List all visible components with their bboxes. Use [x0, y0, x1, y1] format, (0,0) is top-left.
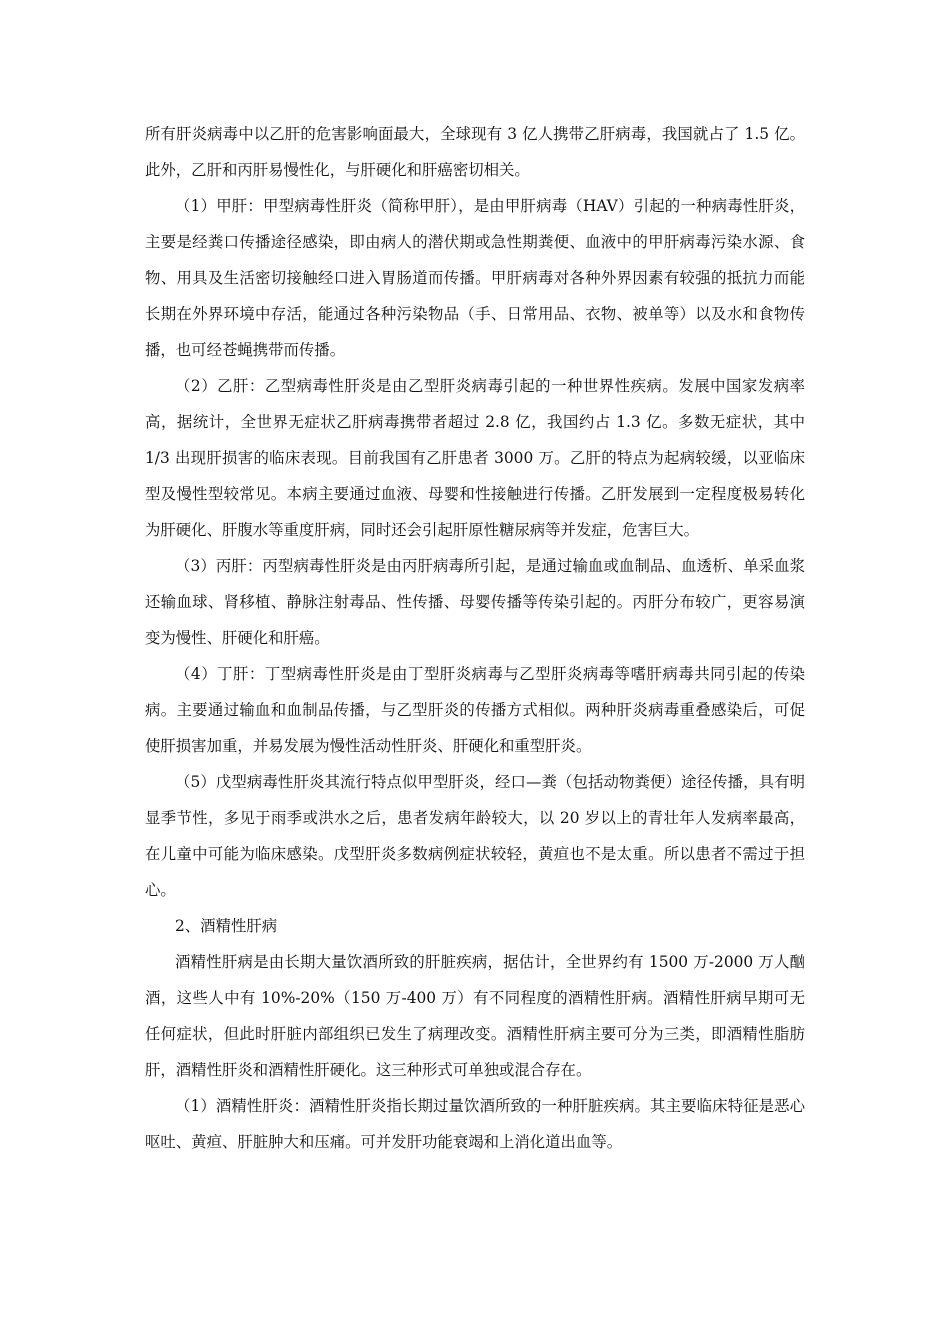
- paragraph-hepatitis-b: （2）乙肝：乙型病毒性肝炎是由乙型肝炎病毒引起的一种世界性疾病。发展中国家发病率高，据统计，全世界无症状乙肝病毒携带者超过 2.8 亿，我国约占 1.3 亿。多数无症状，其中 1/3 出现肝损害的临床表现。目前我国有乙肝患者 3000 万。乙肝的特点为起病较缓，以亚临床型及慢性型较常见。本病主要通过血液、母婴和性接触进行传播。乙肝发展到一定程度极易转化为肝硬化、肝腹水等重度肝病，同时还会引起肝原性糖尿病等并发症，危害巨大。: [145, 377, 805, 539]
- section-heading-alcoholic-liver-disease: 2、酒精性肝病: [175, 917, 278, 935]
- paragraph: 所有肝炎病毒中以乙肝的危害影响面最大，全球现有 3 亿人携带乙肝病毒，我国就占了 1.5 亿。此外，乙肝和丙肝易慢性化，与肝硬化和肝癌密切相关。: [145, 125, 805, 179]
- paragraph-hepatitis-e: （5）戊型病毒性肝炎其流行特点似甲型肝炎，经口—粪（包括动物粪便）途径传播，具有明显季节性，多见于雨季或洪水之后，患者发病年龄较大，以 20 岁以上的青壮年人发病率最高，在儿童中可能为临床感染。戊型肝炎多数病例症状较轻，黄疸也不是太重。所以患者不需过于担心。: [145, 773, 805, 899]
- paragraph-hepatitis-d: （4）丁肝：丁型病毒性肝炎是由丁型肝炎病毒与乙型肝炎病毒等嗜肝病毒共同引起的传染病。主要通过输血和血制品传播，与乙型肝炎的传播方式相似。两种肝炎病毒重叠感染后，可促使肝损害加重，并易发展为慢性活动性肝炎、肝硬化和重型肝炎。: [145, 665, 805, 755]
- paragraph-alcoholic-hepatitis: （1）酒精性肝炎：酒精性肝炎指长期过量饮酒所致的一种肝脏疾病。其主要临床特征是恶心呕吐、黄疸、肝脏肿大和压痛。可并发肝功能衰竭和上消化道出血等。: [145, 1097, 805, 1151]
- paragraph-hepatitis-a: （1）甲肝：甲型病毒性肝炎（简称甲肝），是由甲肝病毒（HAV）引起的一种病毒性肝炎，主要是经粪口传播途径感染，即由病人的潜伏期或急性期粪便、血液中的甲肝病毒污染水源、食物、用具及生活密切接触经口进入胃肠道而传播。甲肝病毒对各种外界因素有较强的抵抗力而能长期在外界环境中存活，能通过各种污染物品（手、日常用品、衣物、被单等）以及水和食物传播，也可经苍蝇携带而传播。: [145, 197, 805, 359]
- paragraph-alcoholic-liver-disease: 酒精性肝病是由长期大量饮酒所致的肝脏疾病，据估计，全世界约有 1500 万-2000 万人酗酒，这些人中有 10%-20%（150 万-400 万）有不同程度的酒精性肝病。酒精性肝病早期可无任何症状，但此时肝脏内部组织已发生了病理改变。酒精性肝病主要可分为三类，即酒精性脂肪肝，酒精性肝炎和酒精性肝硬化。这三种形式可单独或混合存在。: [145, 953, 805, 1079]
- paragraph-hepatitis-c: （3）丙肝：丙型病毒性肝炎是由丙肝病毒所引起，是通过输血或血制品、血透析、单采血浆还输血球、肾移植、静脉注射毒品、性传播、母婴传播等传染引起的。丙肝分布较广，更容易演变为慢性、肝硬化和肝癌。: [145, 557, 805, 647]
- document-page: [145, 116, 805, 1160]
